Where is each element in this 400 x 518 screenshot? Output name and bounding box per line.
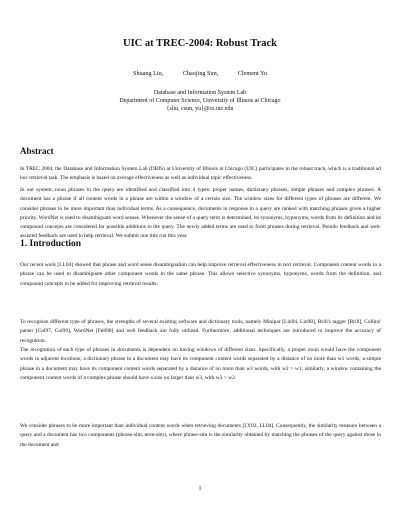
introduction-paragraph: Our recent work [LL04] showed that phrase and word sense disambiguation can help improve retrieval effectiveness in text retrieval. Component content words in a phrase can be used to disambiguate other component words in the same phrase. This allows selective synonyms, hyponyms, words from the definition, and compound concepts to be added for improving retrieval results. <box>20 262 381 287</box>
introduction-paragraph: To recognize different type of phrases, the strengths of several existing software and dictionary tools, namely Minipar [Lin94, Lin98], Brill's tagger [Brill], Collins' parser [Col97, Col99], WordNet [Fell98] and web feedback are fully utilized. Furthermore, additional techniques are introduced to improve the accuracy of recognition. <box>20 319 381 344</box>
affiliation-email: {sliu, csun, yu}@cs.uic.edu <box>166 106 234 112</box>
paper-title: UIC at TREC-2004: Robust Track <box>122 38 277 49</box>
abstract-paragraph: In TREC 2004, the Database and Information System Lab (DBIS) at University of Illinois at Chicago (UIC) participates in the robust track, which is a traditional ad hoc retrieval task. The emphasis is based on average effectiveness as well as individual topic effectiveness. <box>20 166 381 182</box>
page-number: 1 <box>198 486 202 492</box>
affiliation-lab: Database and Information System Lab <box>153 90 247 96</box>
abstract-paragraph: In our system, noun phrases in the query are identified and classified into 4 types: proper names, dictionary phrases, simple phrases and complex phrases. A document has a phrase if all content words in a phrase are within a window of a certain size. The window sizes for different types of phrases are different. We consider phrases to be more important than individual terms. As a consequence, documents in response to a query are ranked with matching phrases given a higher priority. WordNet is used to disambiguate word senses. Whenever the sense of a query term is determined, its synonyms, hyponyms, words from its definition and its compound concepts are considered for possible additions to the query. The newly added terms are used to form phrases during retrieval. Pseudo feedback and web-assisted feedback are used to help retrieval. We submit one title run this year. <box>20 187 381 240</box>
author-name: Chaojing Sun, <box>182 70 219 77</box>
affiliation-department: Department of Computer Science, University of Illinois at Chicago <box>119 98 281 104</box>
affiliation-block <box>0 89 400 113</box>
author-name: Clement Yu <box>237 70 267 77</box>
introduction-paragraph: We consider phrases to be more important than individual content words when retrieving documents [LY03, LL04]. Consequently, the similarity measure between a query and a document has two components (phrase-sim, term-sim), where phrase-sim is the similarity obtained by matching the phrases of the query against those in the document and <box>20 423 381 448</box>
abstract-heading: Abstract <box>20 146 54 156</box>
author-list <box>0 70 400 77</box>
introduction-paragraph: The recognition of each type of phrases in documents is dependent on having windows of different sizes. Specifically, a proper noun would have the component words in adjacent locations; a dictionary phrase in a document may have its component content words separated by a distance of no more than w1 words; a simple phrase in a document may have its component content words separated by a distance of no more than w2 words, with w2 > w1; similarly, a window containing the component content words of a complex phrase should have a size no larger than w3, with w3 > w2. <box>20 347 381 381</box>
author-name: Shuang Liu, <box>133 70 164 77</box>
introduction-heading: 1. Introduction <box>20 239 82 249</box>
